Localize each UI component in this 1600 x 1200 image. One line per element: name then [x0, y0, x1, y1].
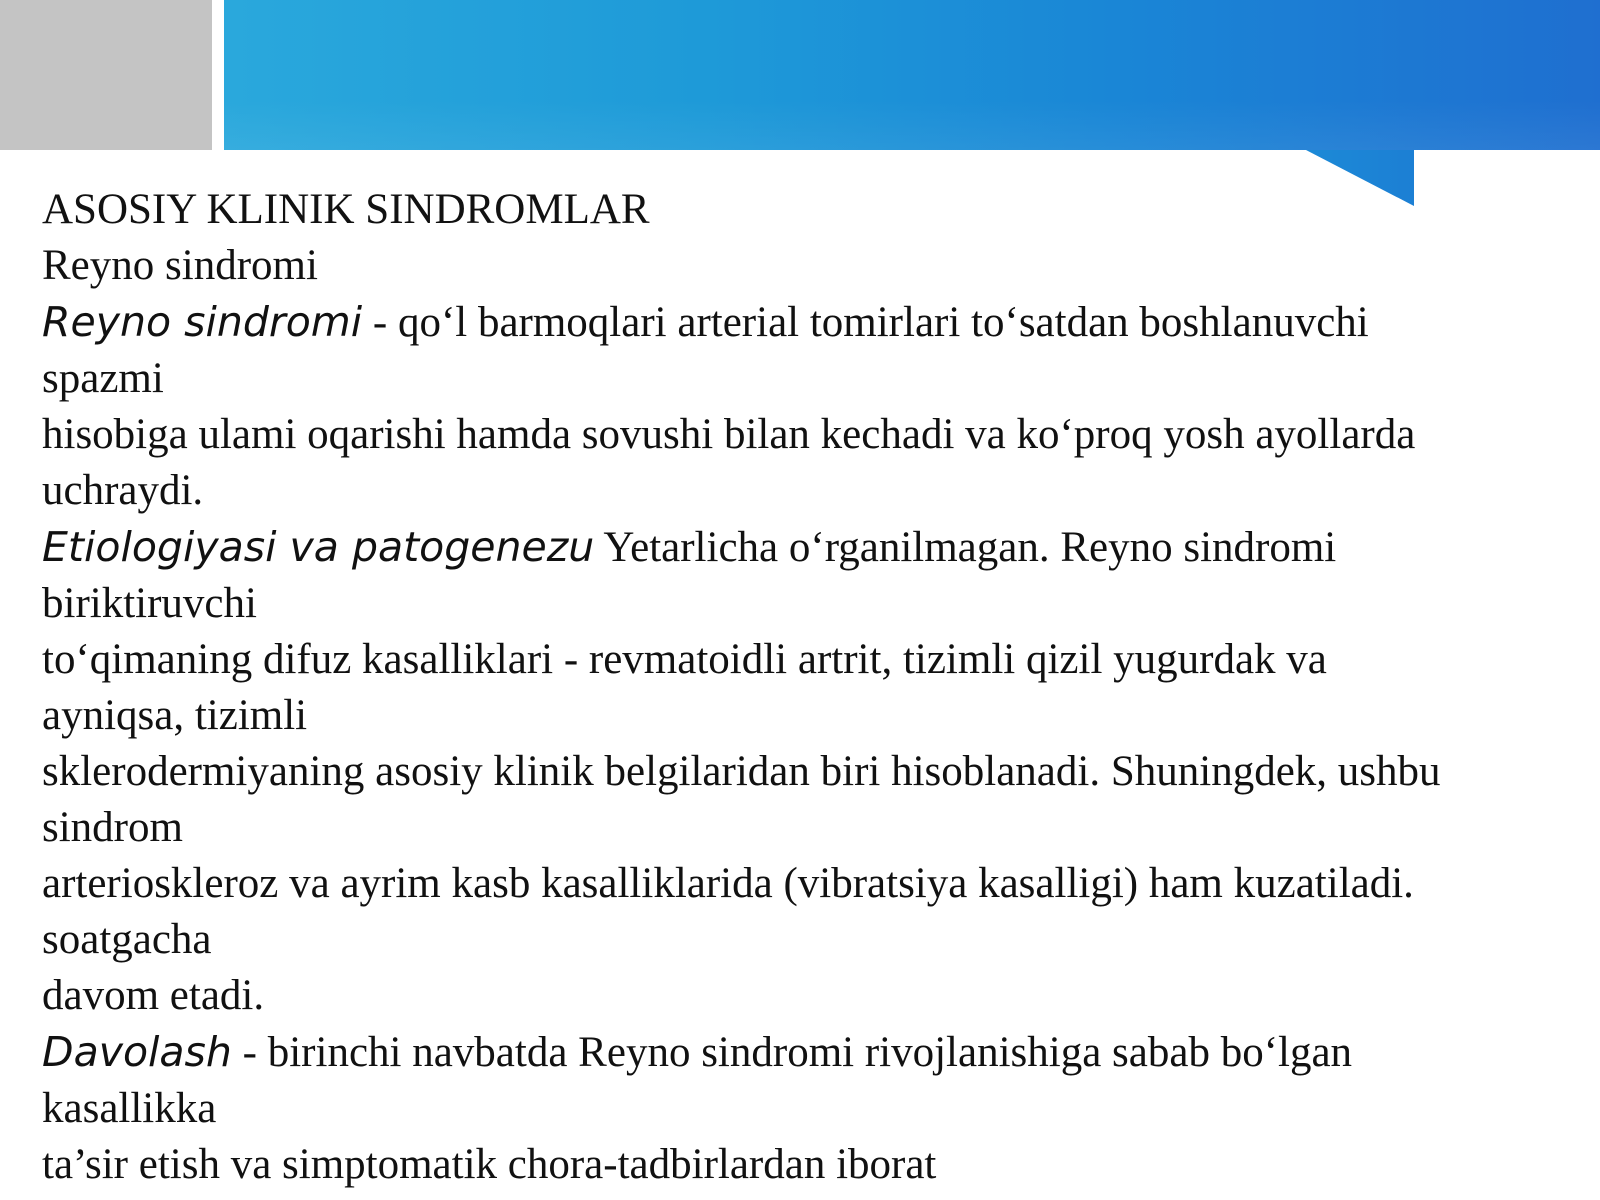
paragraph-line: sklerodermiyaning asosiy klinik belgilaridan biri hisoblanadi. Shuningdek, ushbu: [42, 748, 1441, 795]
paragraph-line: to‘qimaning difuz kasalliklari - revmatoidli artrit, tizimli qizil yugurdak va: [42, 636, 1327, 683]
paragraph-text: - qo‘l barmoqlari arterial tomirlari to‘satdan boshlanuvchi: [362, 299, 1369, 346]
paragraph-line: biriktiruvchi: [42, 580, 257, 627]
paragraph-line: uchraydi.: [42, 467, 204, 514]
paragraph-line: kasallikka: [42, 1085, 217, 1132]
paragraph-line: spazmi: [42, 355, 164, 402]
paragraph-line: sindrom: [42, 804, 183, 851]
slide-body: [42, 182, 1582, 1193]
paragraph-line: hisobiga ulami oqarishi hamda sovushi bilan kechadi va ko‘proq yosh ayollarda: [42, 411, 1416, 458]
header-blue-banner: [224, 0, 1600, 150]
paragraph-text: - birinchi navbatda Reyno sindromi rivojlanishiga sabab bo‘lgan: [231, 1029, 1353, 1076]
paragraph-line: soatgacha: [42, 916, 212, 963]
term-davolash: Davolash: [42, 1028, 232, 1076]
paragraph-line: ayniqsa, tizimli: [42, 692, 308, 739]
paragraph-line: arterioskleroz va ayrim kasb kasalliklarida (vibratsiya kasalligi) ham kuzatiladi.: [42, 860, 1414, 907]
slide-heading: ASOSIY KLINIK SINDROMLAR: [42, 186, 650, 233]
term-reyno-sindromi: Reyno sindromi: [42, 298, 363, 346]
paragraph-line: davom etadi.: [42, 972, 265, 1019]
paragraph-line: ta’sir etish va simptomatik chora-tadbirlardan iborat: [42, 1141, 937, 1188]
paragraph-line: [42, 1024, 1582, 1081]
slide-subheading: Reyno sindromi: [42, 242, 318, 289]
term-etiologiyasi: Etiologiyasi va patogenezu: [42, 523, 595, 571]
paragraph-text: Yetarlicha o‘rganilmagan. Reyno sindromi: [594, 524, 1337, 571]
paragraph-line: [42, 294, 1582, 351]
header-gray-block: [0, 0, 212, 150]
paragraph-line: [42, 519, 1582, 576]
